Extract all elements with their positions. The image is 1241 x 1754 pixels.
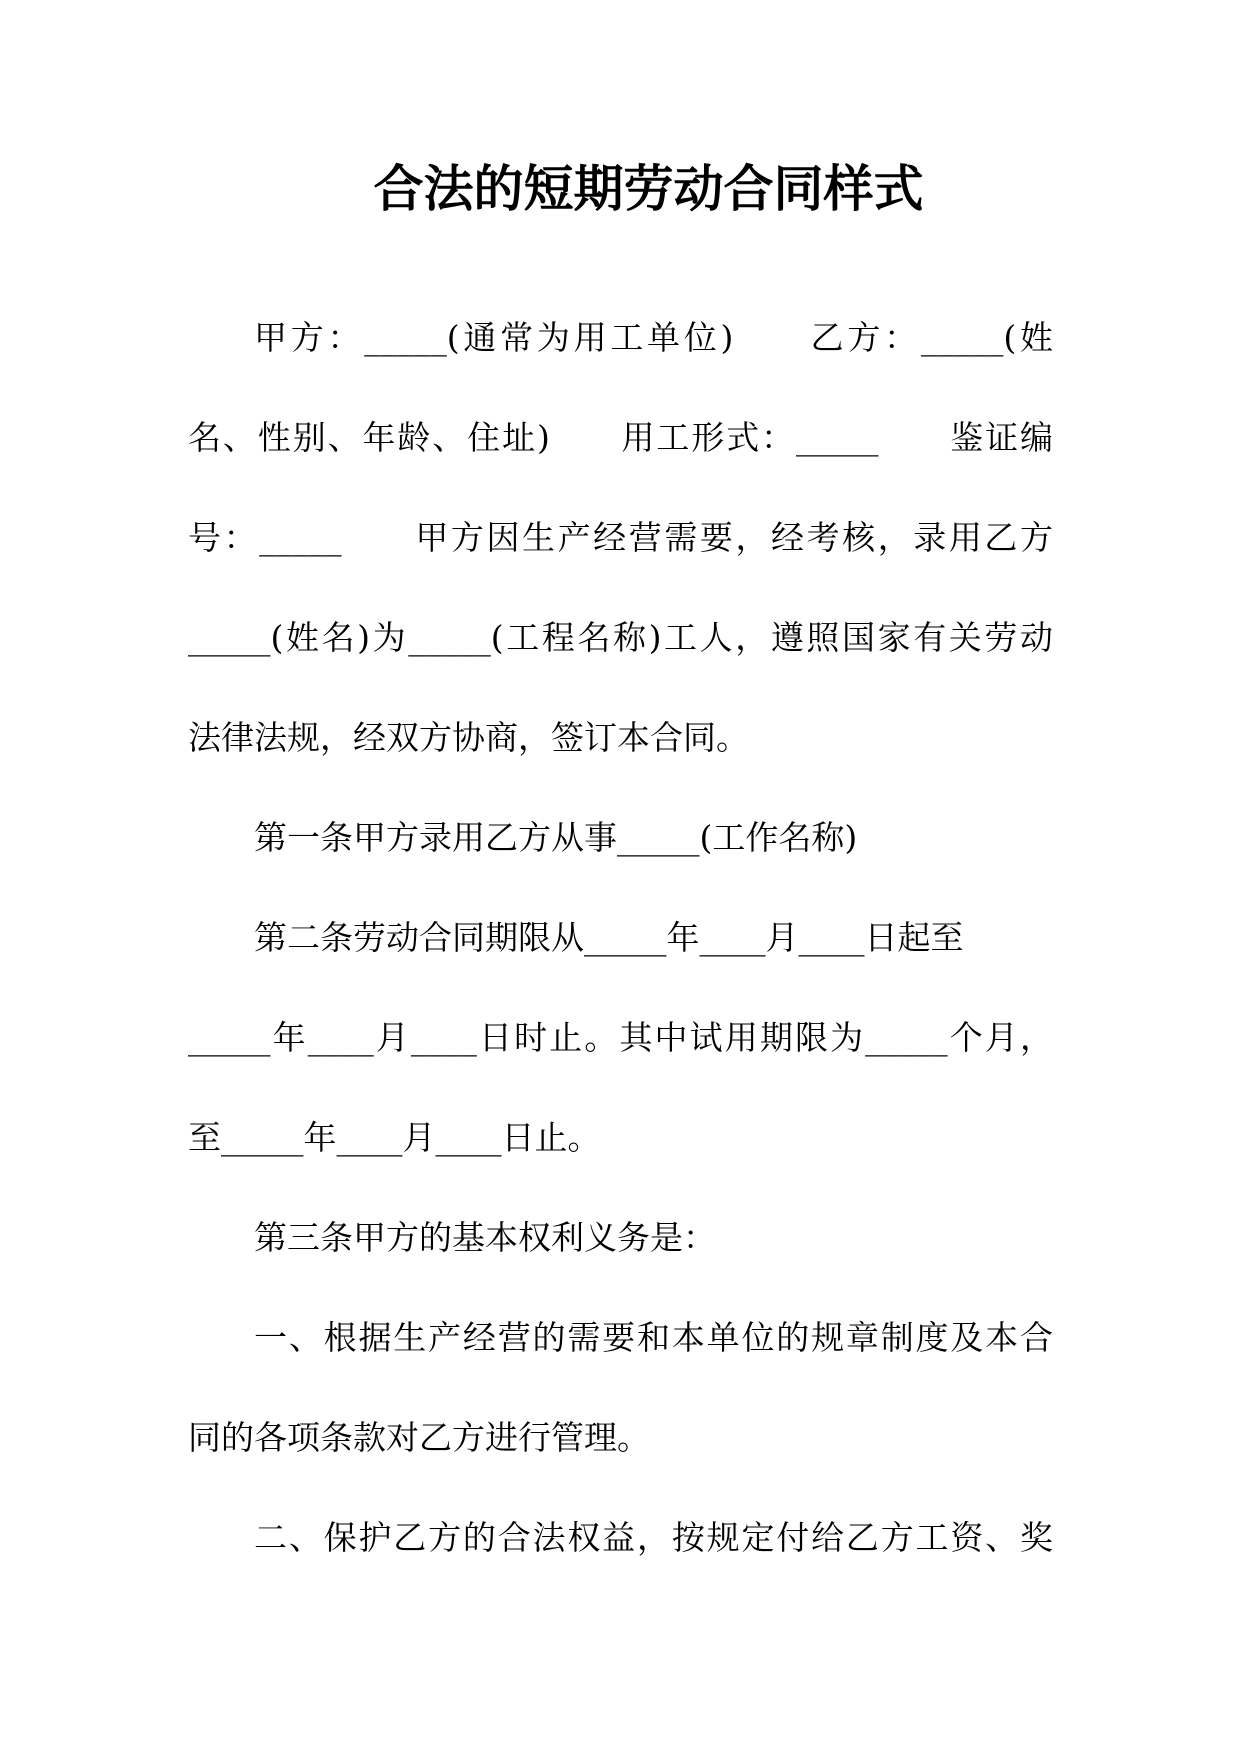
document-title: 合法的短期劳动合同样式 <box>373 159 924 218</box>
text-line: 第三条甲方的基本权利义务是： <box>254 1218 716 1257</box>
text-line: 法律法规，经双方协商，签订本合同。 <box>188 718 749 757</box>
text-line: 第二条劳动合同期限从_____年____月____日起至 <box>254 918 964 957</box>
text-line: 名、性别、年龄、住址) 用工形式：_____ 鉴证编 <box>188 418 1053 457</box>
text-line: 二、保护乙方的合法权益，按规定付给乙方工资、奖 <box>254 1518 1053 1557</box>
paragraph-article-1 <box>188 788 1053 888</box>
paragraph-article-2 <box>188 888 1053 1188</box>
text-line: 第一条甲方录用乙方从事_____(工作名称) <box>254 818 858 857</box>
text-line: 号：_____ 甲方因生产经营需要，经考核，录用乙方 <box>188 518 1053 557</box>
text-line: 甲方：_____(通常为用工单位) 乙方：_____(姓 <box>254 318 1053 357</box>
paragraph-clause-1 <box>188 1288 1053 1488</box>
paragraph-clause-2 <box>188 1488 1053 1588</box>
text-line: 一、根据生产经营的需要和本单位的规章制度及本合 <box>254 1318 1053 1357</box>
text-line: _____(姓名)为_____(工程名称)工人，遵照国家有关劳动 <box>188 618 1053 657</box>
document-body <box>188 288 1053 1588</box>
paragraph-contract-parties <box>188 288 1053 788</box>
text-line: _____年____月____日时止。其中试用期限为_____个月， <box>188 1018 1053 1057</box>
text-line: 同的各项条款对乙方进行管理。 <box>188 1418 650 1457</box>
text-line: 至_____年____月____日止。 <box>188 1118 601 1157</box>
paragraph-article-3 <box>188 1188 1053 1288</box>
